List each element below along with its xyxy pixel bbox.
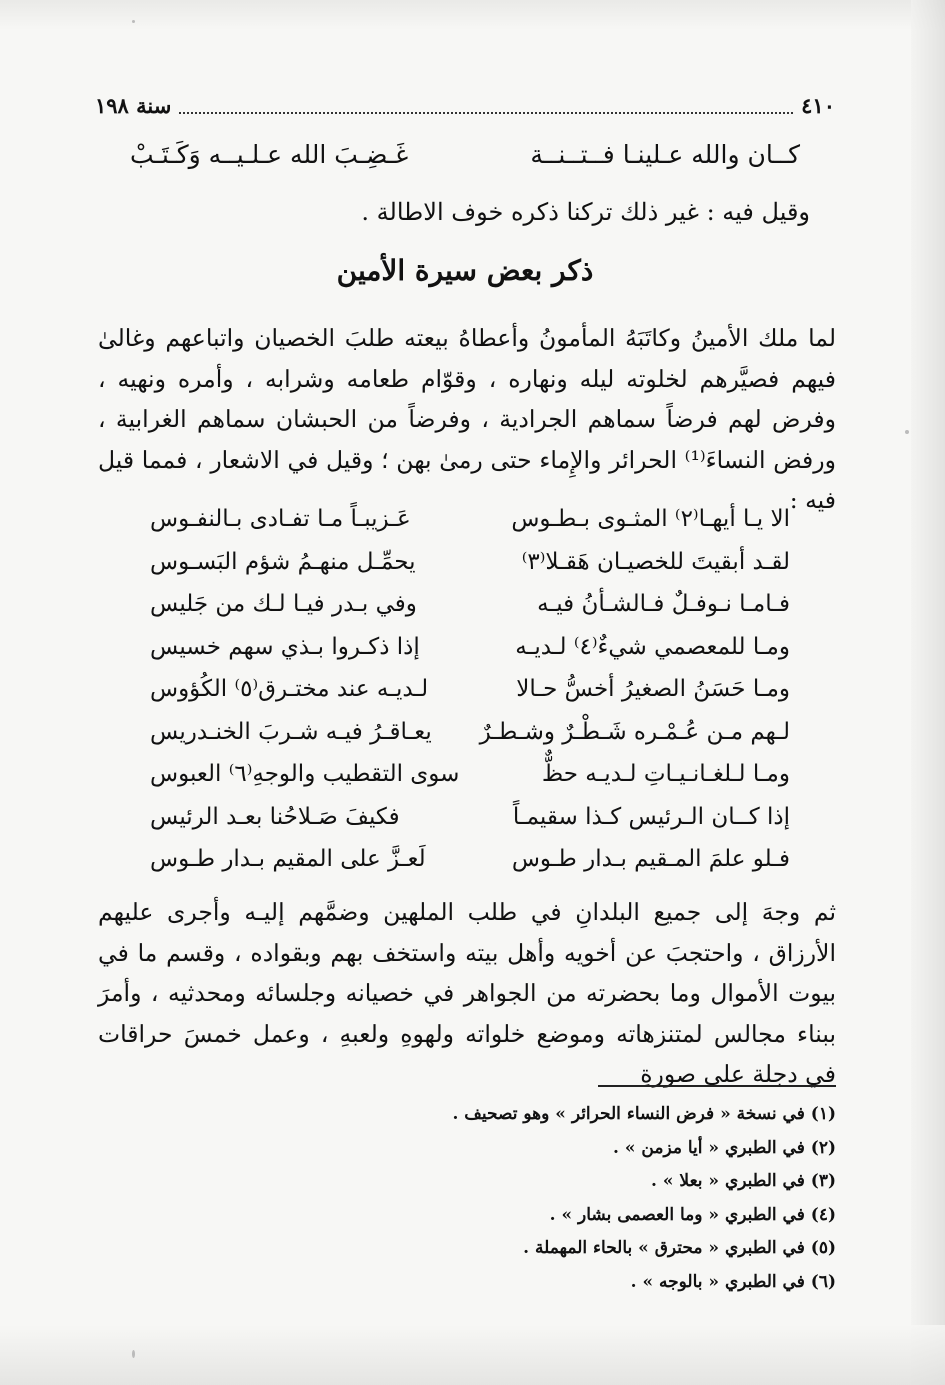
- verse-first-hemistich: كــان والله عـلينـا فــتــنــة: [530, 140, 800, 169]
- section-title: ذكر بعض سيرة الأمين: [336, 254, 594, 287]
- hemistich-left: يعـاقـرُ فيـه شـربَ الخنـدريس: [150, 718, 432, 745]
- poem-couplet: [150, 796, 790, 839]
- paragraph-2: ثم وجهَ إلى جميع البلدانِ في طلب الملهين وضمَّهم إليـه وأجرى عليهم الأرزاق ، واحتجبَ عن أخويه وأهل بيته واستخف بهم وبقواده ، وقسم ما في بيوت الأموال وما بحضرته من الجواهر في خصيانه وجلسائه ومحدثيه ، وأمرَ ببناء مجالس لمتنزهاته وموضع خلواته ولهوهِ ولعبهِ ، وعمل خمسَ حراقات في دجلة على صورةِ: [98, 898, 836, 1088]
- hemistich-right: ومـا للمعصمي شيءٌ⁽٤⁾ لـديـه: [515, 633, 790, 660]
- footnote-divider: [598, 1085, 836, 1087]
- scan-speck: [132, 1350, 135, 1358]
- hemistich-left: سوى التقطيب والوجهِ⁽٦⁾ العبوس: [150, 761, 460, 788]
- poem-couplet: [150, 583, 790, 626]
- footnote: (٢) في الطبري « أيا مزمن » .: [613, 1137, 836, 1158]
- verse-second-hemistich: غَـضِـبَ الله عـلـيــه وَكَـتَـبْ: [130, 140, 409, 169]
- footnote: (٣) في الطبري « بعلا » .: [651, 1171, 836, 1191]
- running-header: [95, 88, 835, 122]
- poem-couplet: [150, 838, 790, 881]
- scan-speck: [905, 430, 909, 434]
- footnote: (٤) في الطبري « وما العصمى بشار » .: [549, 1204, 836, 1225]
- hemistich-right: فـلو علمَ المـقيم بـدار طـوس: [511, 846, 790, 873]
- hemistich-right: فـامـا نـوفـلٌ فـالشـأنُ فيـه: [537, 591, 790, 618]
- hemistich-left: يحمِّـل منهـمُ شؤم البَسـوس: [150, 548, 416, 575]
- hemistich-left: إذا ذكـروا بـذي سهم خسيس: [150, 633, 420, 660]
- hemistich-right: ومـا لـلغـانـيـاتِ لـديـه حظٌّ: [541, 761, 790, 788]
- hemistich-left: فكيفَ صَـلاحُنا بعـد الرئيس: [150, 803, 400, 830]
- footnotes: [330, 1098, 836, 1299]
- page-number: ٤١٠: [801, 92, 835, 118]
- hemistich-left: لَعـزَّ على المقيم بـدار طـوس: [150, 846, 426, 873]
- opening-verse: [130, 140, 800, 184]
- scan-speck: [132, 20, 135, 23]
- poem-couplet: [150, 753, 790, 796]
- footnote: (٦) في الطبري « بالوجه » .: [630, 1271, 836, 1292]
- poem-couplet: [150, 498, 790, 541]
- poem-couplet: [150, 668, 790, 711]
- page-shadow-right: [911, 0, 945, 1385]
- footnote: (٥) في الطبري « محترق » بالحاء المهملة .: [523, 1238, 836, 1258]
- hemistich-right: لقـد أبقيتَ للخصيـان هَقـلا⁽٣⁾: [521, 548, 790, 575]
- note-line: وقيل فيه : غير ذلك تركنا ذكره خوف الاطالة .: [361, 198, 810, 226]
- poem-couplet: [150, 711, 790, 754]
- poem-couplet: [150, 541, 790, 584]
- page-shadow-top: [0, 0, 945, 30]
- hemistich-left: لـديـه عند مختـرق⁽٥⁾ الكُؤوس: [150, 676, 429, 703]
- header-leader-dots: [179, 96, 793, 114]
- hemistich-left: وفي بـدر فيـا لـك من جَليس: [150, 591, 417, 618]
- page-shadow-bottom: [0, 1325, 945, 1385]
- poem-couplet: [150, 626, 790, 669]
- hemistich-right: لـهم مـن عُـمْـره شَـطْـرٌ وشـطـرٌ: [479, 718, 790, 745]
- year-label: سنة ١٩٨: [95, 92, 172, 118]
- hemistich-right: إذا كــان الـرئيس كـذا سقيمـاً: [512, 803, 790, 830]
- paragraph-1: لما ملك الأمينُ وكاتَبَهُ المأمونُ وأعطاهُ بيعته طلبَ الخصيان واتباعهم وغالىٰ فيهم فصيَّرهم لخلوته ليله ونهاره ، وقوّام طعامه وشرابه ، وأمره ونهيه ، وفرض لهم فرضاً سماهم الجرادية ، وفرضاً من الحبشان سماهم الغرابية ، ورفض النساءَ⁽¹⁾ الحرائر والإِماء حتى رمىٰ بهن ؛ وقيل في الاشعار ، فمما قيل فيه :: [98, 324, 836, 514]
- hemistich-right: الا يـا أيهـا⁽٢⁾ المثـوى بـطـوس: [511, 506, 790, 533]
- hemistich-left: عَـزيبـاً مـا تفـادى بـالنفـوس: [150, 506, 411, 533]
- hemistich-right: ومـا حَسَنُ الصغيرُ أخسُّ حـالا: [516, 676, 790, 703]
- poem: [150, 498, 790, 881]
- footnote: (١) في نسخة « فرض النساء الحرائر » وهو تصحيف .: [452, 1104, 836, 1124]
